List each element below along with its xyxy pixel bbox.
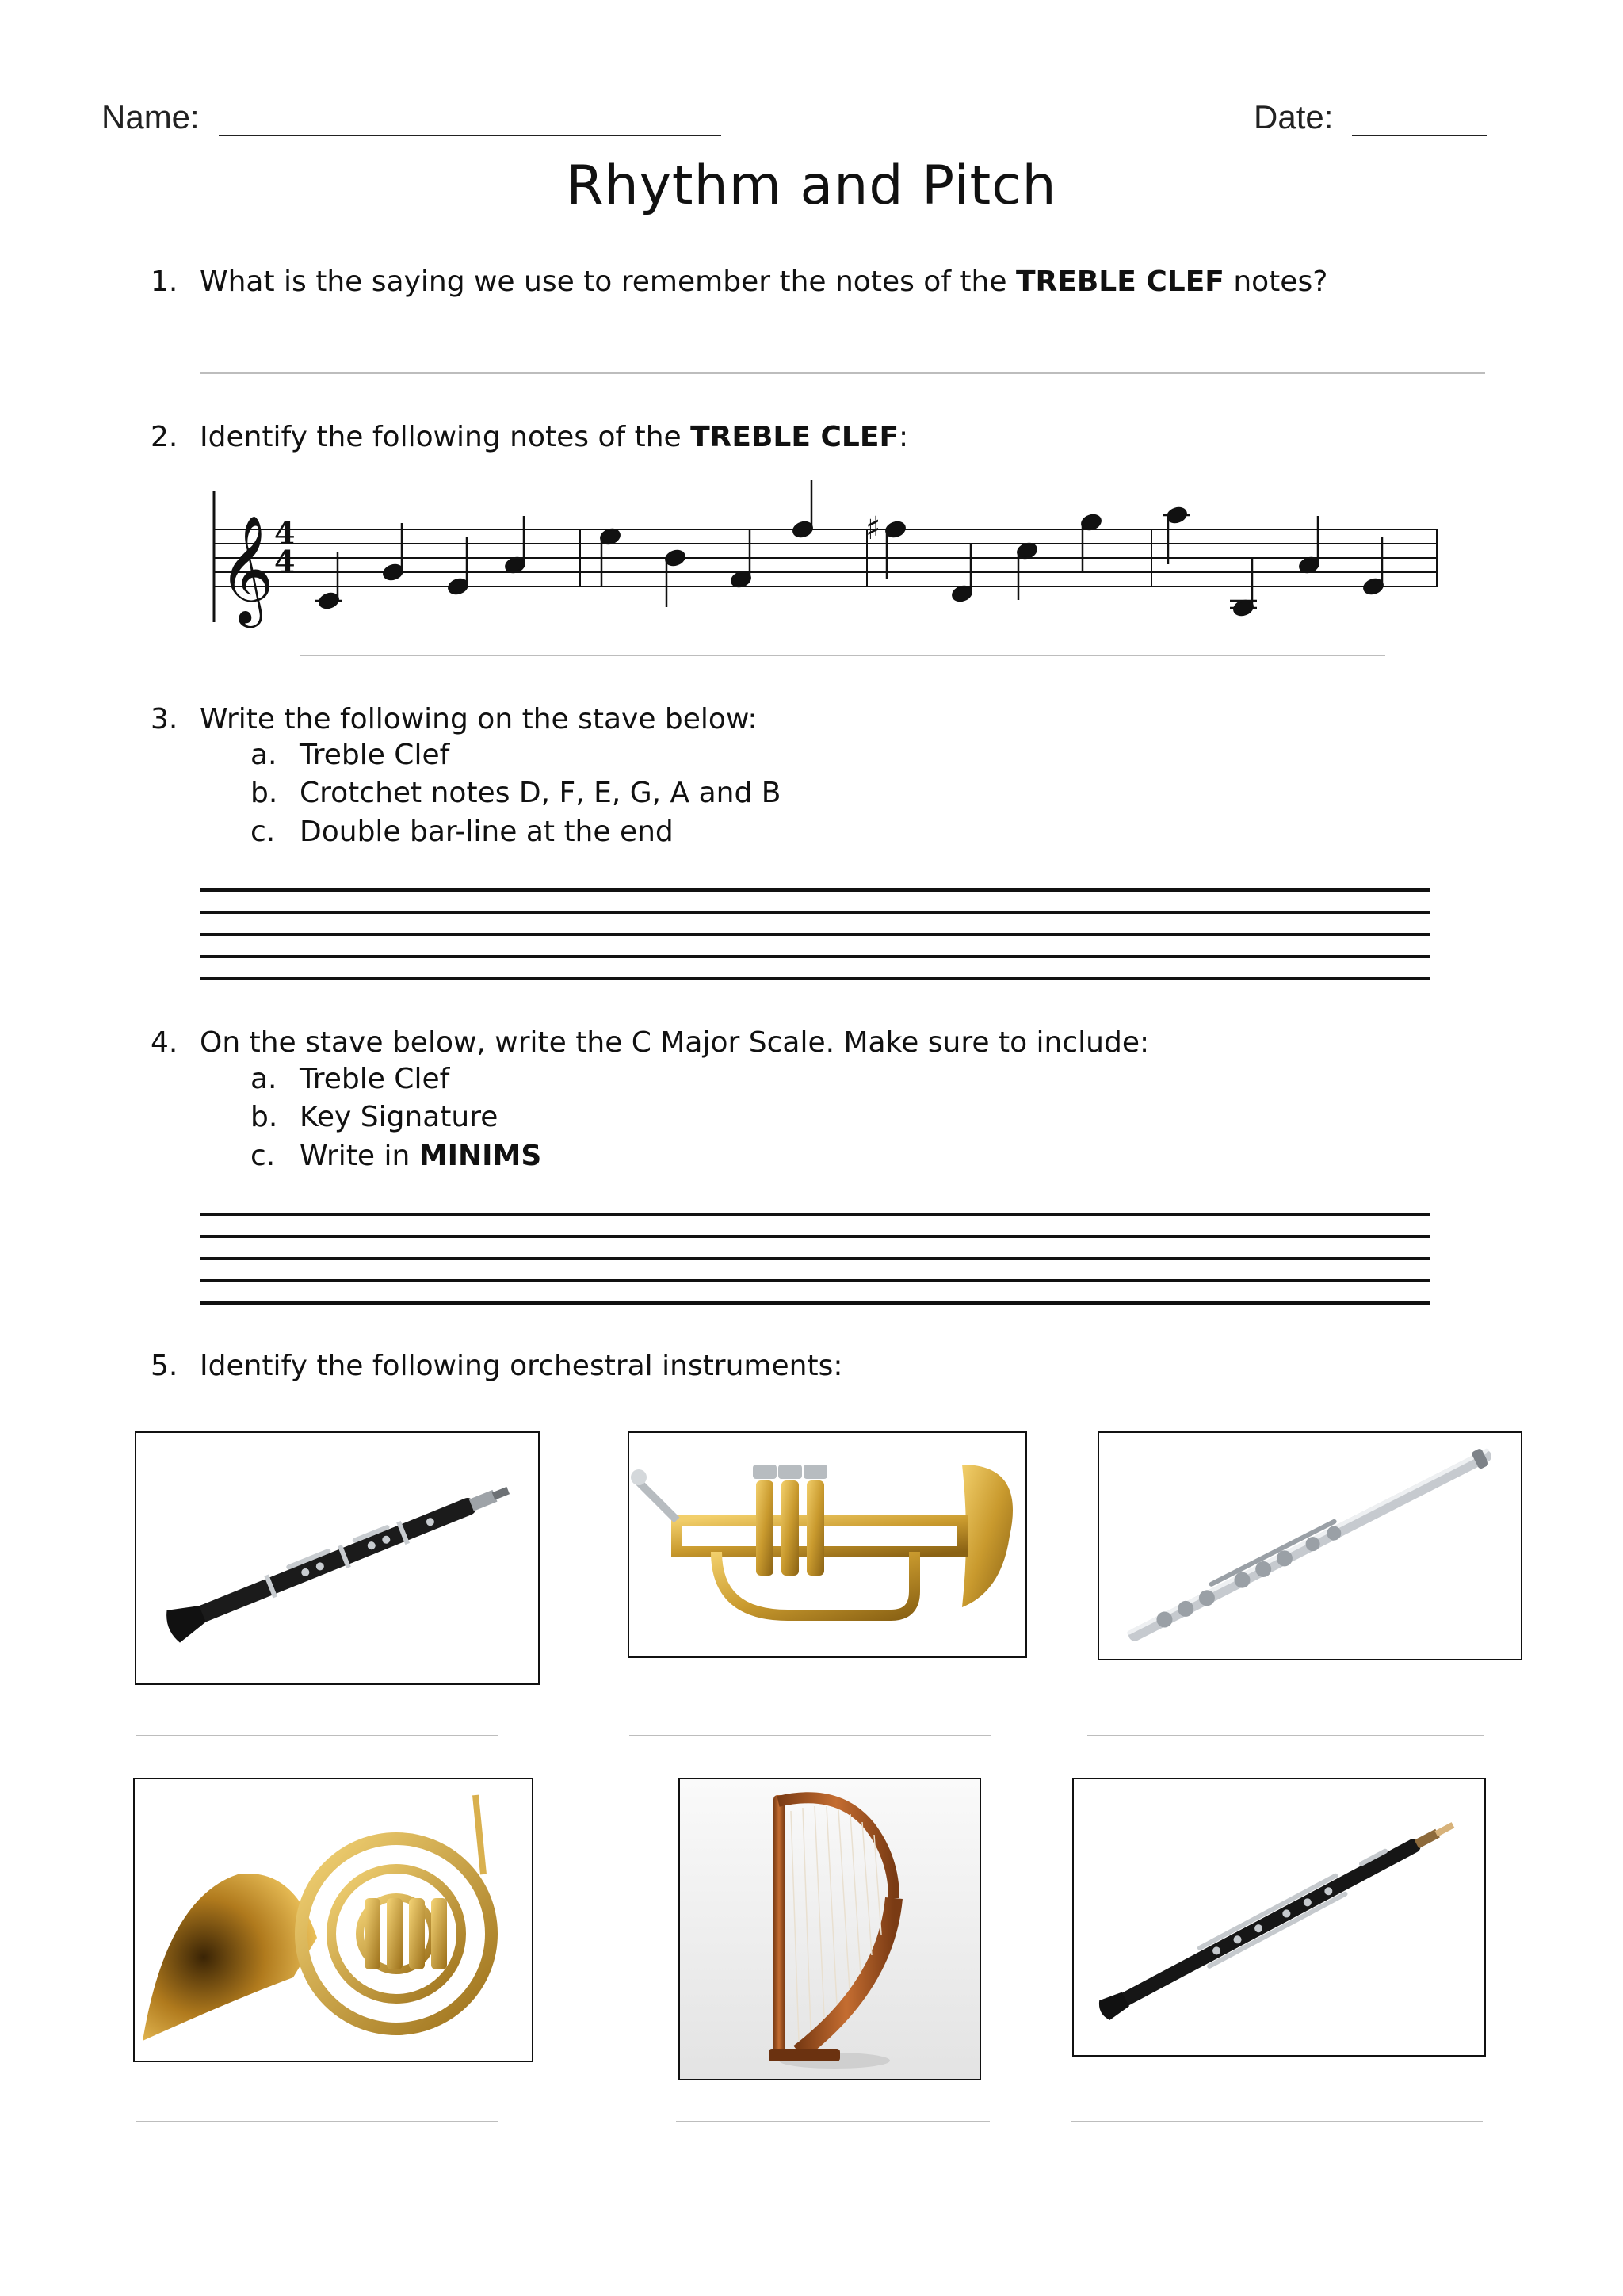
question-number: 4. <box>151 1026 178 1059</box>
question-text: Identify the following notes of the TREBLE CLEF: <box>200 421 909 453</box>
date-label: Date: <box>1254 98 1334 136</box>
time-signature-top: 4 <box>274 515 296 551</box>
answer-line-2[interactable] <box>300 655 1385 656</box>
trumpet-icon <box>629 1433 1025 1656</box>
french-horn-icon <box>135 1779 532 2061</box>
answer-line-1[interactable] <box>200 372 1485 374</box>
answer-line-instrument-4[interactable] <box>136 2121 498 2122</box>
page-title: Rhythm and Pitch <box>566 155 1057 217</box>
measure-3 <box>865 510 1102 603</box>
instrument-photo-harp <box>678 1778 981 2080</box>
notation-staff <box>0 476 1623 634</box>
question-5 <box>0 1347 1623 1387</box>
name-field[interactable] <box>219 135 721 136</box>
question-4 <box>0 1024 1623 1064</box>
question-number: 3. <box>151 703 178 735</box>
answer-line-instrument-3[interactable] <box>1087 1735 1484 1736</box>
clarinet-icon <box>136 1433 538 1683</box>
question-text: What is the saying we use to remember the notes of the TREBLE CLEF notes? <box>200 266 1328 298</box>
question-number: 2. <box>151 421 178 453</box>
answer-line-instrument-1[interactable] <box>136 1735 498 1736</box>
date-field[interactable] <box>1352 135 1487 136</box>
time-signature-bottom: 4 <box>274 544 296 579</box>
sharp-icon: ♯ <box>865 510 881 547</box>
instrument-photo-flute <box>1098 1431 1522 1660</box>
question-2 <box>0 418 1623 458</box>
oboe-icon <box>1074 1779 1484 2055</box>
question-text: On the stave below, write the C Major Scale. Make sure to include: <box>200 1026 1150 1059</box>
instrument-photo-clarinet <box>135 1431 540 1685</box>
answer-line-instrument-5[interactable] <box>676 2121 990 2122</box>
answer-line-instrument-6[interactable] <box>1071 2121 1483 2122</box>
treble-clef-icon: 𝄞 <box>219 514 274 623</box>
question-text: Write the following on the stave below: <box>200 703 758 735</box>
question-number: 1. <box>151 266 178 298</box>
answer-line-instrument-2[interactable] <box>629 1735 991 1736</box>
question-1 <box>0 263 1623 303</box>
measure-4 <box>1163 506 1384 617</box>
flute-icon <box>1099 1433 1521 1659</box>
instrument-photo-oboe <box>1072 1778 1486 2057</box>
question-3 <box>0 701 1623 740</box>
question-text: Identify the following orchestral instruments: <box>200 1350 843 1382</box>
instrument-photo-trumpet <box>628 1431 1027 1658</box>
instrument-photo-french-horn <box>133 1778 533 2062</box>
name-label: Name: <box>101 98 200 136</box>
harp-icon <box>680 1779 980 2079</box>
question-number: 5. <box>151 1350 178 1382</box>
